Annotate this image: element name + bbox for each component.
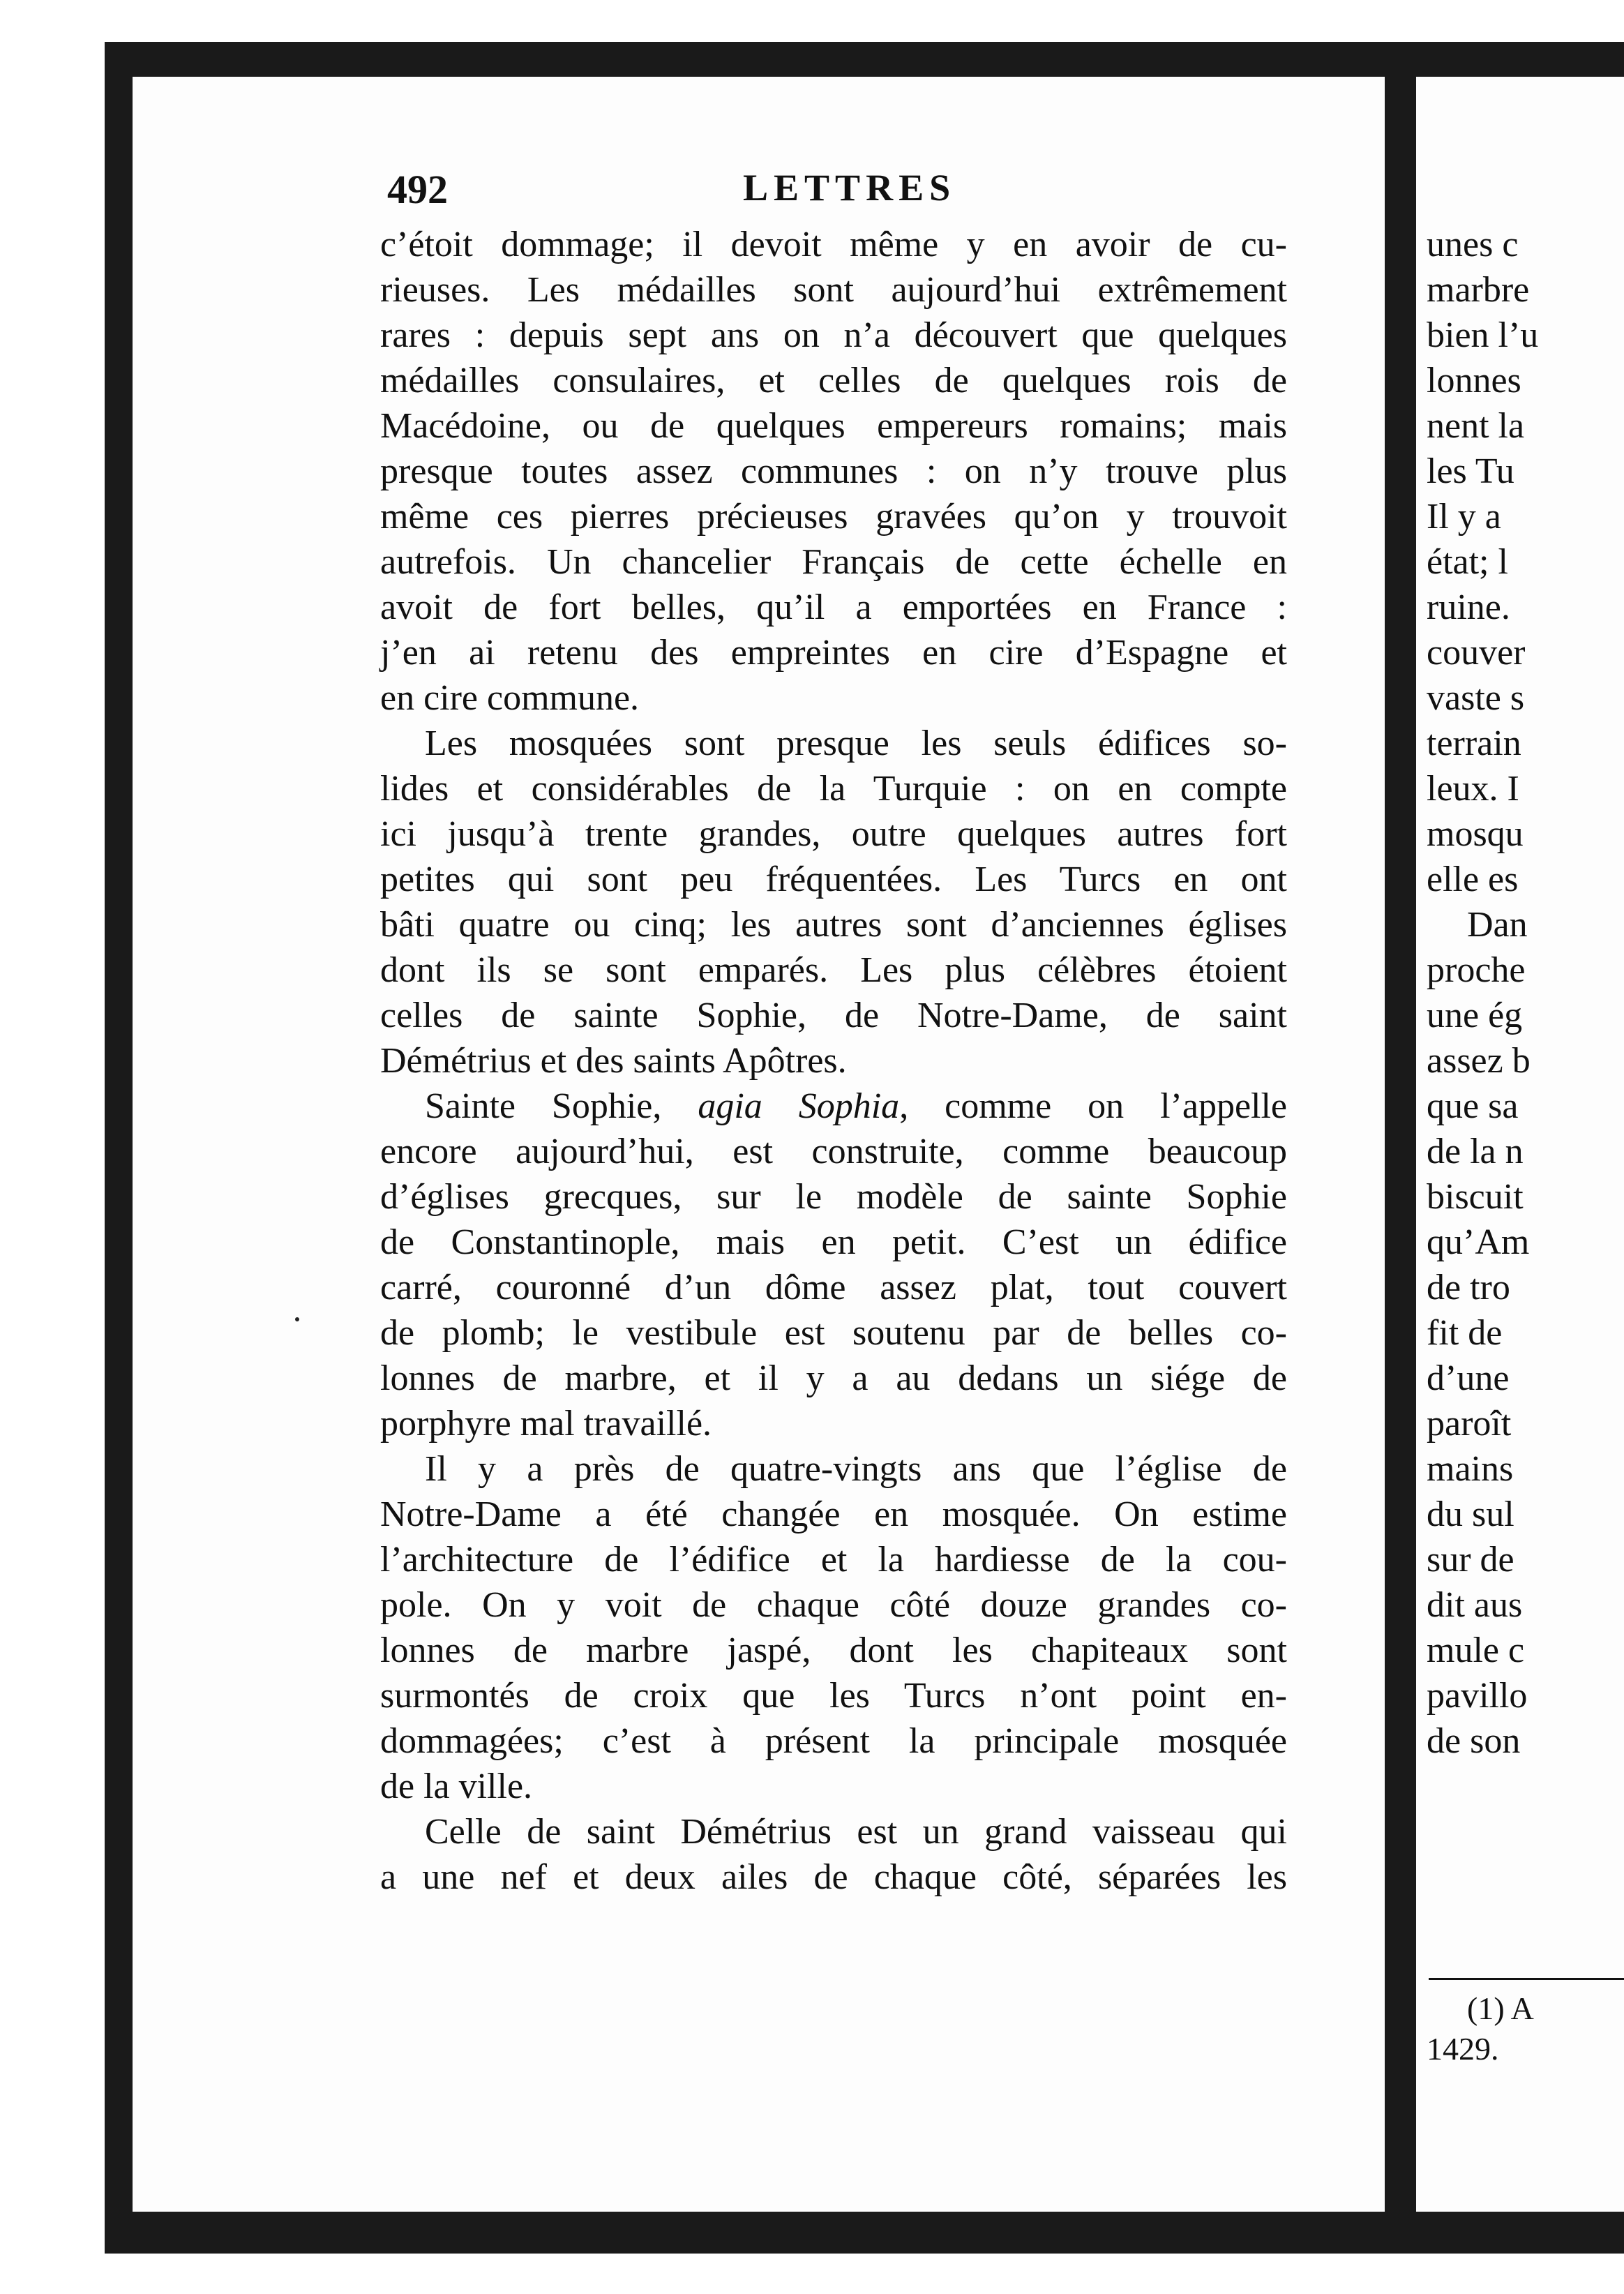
text-line: j’en ai retenu des empreintes en cire d’Espagne et [380,633,1287,673]
ink-speck [295,1317,299,1321]
text-line: nent la [1427,406,1525,446]
text-line: en cire commune. [380,678,640,718]
text-line: une ég [1427,996,1523,1035]
text-line: c’étoit dommage; il devoit même y en avoir de cu- [380,225,1287,264]
text-line: Démétrius et des saints Apôtres. [380,1041,847,1081]
text-line: les Tu [1427,451,1514,491]
text-line: pavillo [1427,1676,1528,1716]
text-line: assez b [1427,1041,1531,1081]
text-line: autrefois. Un chancelier Français de cette échelle en [380,542,1287,582]
text-fragment: , comme on l’appelle [899,1086,1287,1126]
right-page-text [1427,222,1624,1764]
italic-phrase: agia Sophia [698,1086,900,1126]
text-line: que sa [1427,1086,1519,1126]
text-line: petites qui sont peu fréquentées. Les Turcs en ont [380,860,1287,899]
text-line: Les mosquées sont presque les seuls édifices so- [425,724,1287,763]
text-line: terrain [1427,724,1521,763]
text-line: du sul [1427,1494,1514,1534]
page-number: 492 [387,167,448,212]
text-line: de son [1427,1721,1521,1761]
text-line: sur de [1427,1540,1514,1580]
text-line: leux. I [1427,769,1519,809]
text-line: état; l [1427,542,1508,582]
text-line: de la ville. [380,1767,533,1806]
text-line: fit de [1427,1313,1503,1353]
text-line: carré, couronné d’un dôme assez plat, tout couvert [380,1268,1287,1307]
text-line: encore aujourd’hui, est construite, comme beaucoup [380,1132,1287,1171]
running-title: LETTRES [743,167,956,209]
text-line: d’une [1427,1358,1510,1398]
text-line: biscuit [1427,1177,1524,1217]
running-head [387,166,1287,215]
text-line: dommagées; c’est à présent la principale mosquée [380,1721,1287,1761]
text-line: qu’Am [1427,1222,1530,1262]
text-line: de plomb; le vestibule est soutenu par de belles co- [380,1313,1287,1353]
text-line: rieuses. Les médailles sont aujourd’hui extrêmement [380,270,1287,310]
text-line: vaste s [1427,678,1525,718]
text-line: mule c [1427,1630,1525,1670]
text-line: lonnes de marbre, et il y a au dedans un siége de [380,1358,1287,1398]
text-line: Celle de saint Démétrius est un grand vaisseau qui [425,1812,1287,1852]
text-line: Notre-Dame a été changée en mosquée. On estime [380,1494,1287,1534]
text-line: avoit de fort belles, qu’il a emportées en France : [380,587,1287,627]
text-line-with-italic [380,1084,1287,1129]
text-line: l’architecture de l’édifice et la hardiesse de la cou- [380,1540,1287,1580]
text-line: lonnes de marbre jaspé, dont les chapiteaux sont [380,1630,1287,1670]
text-line: pole. On y voit de chaque côté douze grandes co- [380,1585,1287,1625]
text-line: de la n [1427,1132,1524,1171]
text-line: surmontés de croix que les Turcs n’ont point en- [380,1676,1287,1716]
text-line: mosqu [1427,814,1524,854]
page-gutter [1385,42,1416,2254]
text-fragment: Sainte Sophie, [425,1086,698,1126]
footnote-line: (1) A [1467,1991,1534,2026]
text-line: Dan [1467,905,1528,945]
text-line: lides et considérables de la Turquie : on en compte [380,769,1287,809]
text-line: ruine. [1427,587,1510,627]
text-line: de tro [1427,1268,1510,1307]
text-line: dit aus [1427,1585,1523,1625]
text-line: mains [1427,1449,1514,1489]
scan-border-left [105,42,133,2240]
text-line: ici jusqu’à trente grandes, outre quelques autres fort [380,814,1287,854]
text-line: de Constantinople, mais en petit. C’est un édifice [380,1222,1287,1262]
text-line: couver [1427,633,1526,673]
text-line: d’églises grecques, sur le modèle de sainte Sophie [380,1177,1287,1217]
text-line: paroît [1427,1404,1512,1444]
text-line: Il y a près de quatre-vingts ans que l’église de [425,1449,1287,1489]
text-line: proche [1427,950,1526,990]
text-line: marbre [1427,270,1530,310]
text-line: Macédoine, ou de quelques empereurs romains; mais [380,406,1287,446]
text-line: dont ils se sont emparés. Les plus célèbres étoient [380,950,1287,990]
footnote [1427,1988,1624,2069]
footnote-line: 1429. [1427,2031,1499,2067]
text-line: bien l’u [1427,315,1539,355]
text-line: porphyre mal travaillé. [380,1404,712,1444]
text-line: celles de sainte Sophie, de Notre-Dame, de saint [380,996,1287,1035]
footnote-rule [1429,1978,1624,1980]
text-line: médailles consulaires, et celles de quelques rois de [380,361,1287,400]
text-line: même ces pierres précieuses gravées qu’on y trouvoit [380,497,1287,537]
text-line: bâti quatre ou cinq; les autres sont d’anciennes églises [380,905,1287,945]
left-page-text [380,222,1287,1900]
text-line: lonnes [1427,361,1521,400]
text-line: Il y a [1427,497,1501,537]
text-line: presque toutes assez communes : on n’y trouve plus [380,451,1287,491]
text-line: rares : depuis sept ans on n’a découvert que quelques [380,315,1287,355]
text-line: elle es [1427,860,1519,899]
text-line: a une nef et deux ailes de chaque côté, séparées les [380,1857,1287,1897]
scan-margin [0,0,120,2294]
text-line: unes c [1427,225,1519,264]
